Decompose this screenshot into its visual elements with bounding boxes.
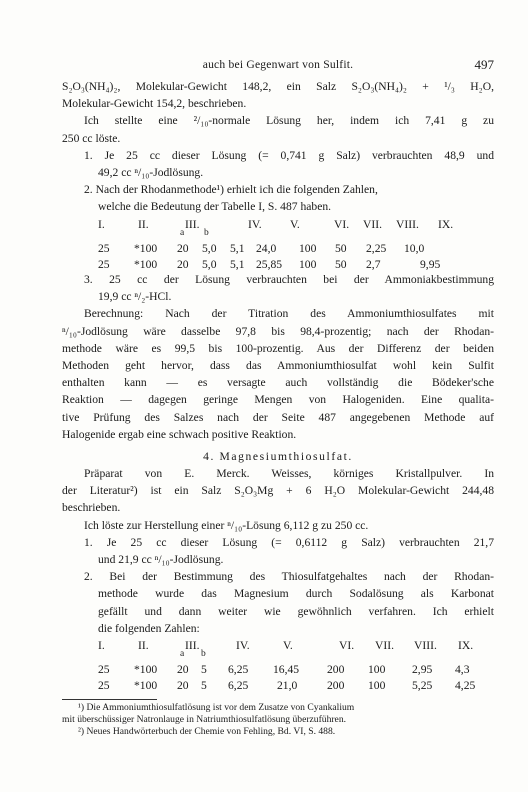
table-cell: 5,1: [230, 242, 245, 255]
text-line: 49,2 cc ⁿ/₁₀-Jodlösung.: [98, 165, 204, 179]
table-cell: *100: [134, 663, 158, 677]
text-line: Methoden geht hervor, dass das Ammoniumthiosulfat wohl kein Sulfit: [62, 358, 494, 372]
table-cell: 2,95: [412, 663, 433, 677]
table-cell: 25: [98, 678, 110, 692]
page-number: 497: [474, 57, 494, 72]
text-line: 1. Je 25 cc dieser Lösung (= 0,741 g Salz) verbrauchten 48,9 und: [84, 148, 494, 162]
table-cell: 10,0: [404, 242, 425, 255]
text-line: Halogenide ergab eine schwach positive Reaktion.: [62, 427, 297, 441]
table-cell: 20: [177, 663, 189, 677]
table-header: VIII.: [396, 217, 419, 231]
table-cell: 16,45: [273, 663, 300, 677]
table-header: IV.: [236, 638, 250, 652]
text-line: S₂O₃(NH₄)₂, Molekular-Gewicht 148,2, ein Salz S₂O₃(NH₄)₂ + ¹/₃ H₂O,: [62, 80, 494, 93]
table-header: V.: [290, 217, 300, 231]
text-line: enthalten kann — es versagte auch vollständig die Bödeker'sche: [62, 376, 494, 390]
table-cell: 200: [327, 663, 345, 677]
text-line: 3. 25 cc der Lösung verbrauchten bei der Ammoniakbestimmung: [84, 273, 494, 286]
table-header: I.: [98, 217, 105, 231]
text-line: die folgenden Zahlen:: [98, 621, 200, 635]
table-cell: 2,25: [366, 242, 387, 255]
table-cell: 21,0: [277, 678, 298, 692]
text-line: Reaktion — dagegen geringe Mengen von Halogeniden. Eine qualita-: [62, 393, 494, 407]
page-header: [62, 56, 494, 72]
table-header-row: [98, 637, 494, 653]
table-cell: 5: [201, 678, 207, 692]
text-line: 250 cc löste.: [62, 131, 121, 145]
table-cell: 24,0: [256, 242, 277, 255]
text-line: tive Prüfung des Salzes nach der Seite 487 angegebenen Methode auf: [62, 410, 494, 424]
table-row: [98, 240, 494, 256]
paragraph-intro: [62, 78, 494, 112]
table-subheader: b: [204, 228, 209, 238]
table-header: III.: [185, 217, 200, 231]
table-cell: 50: [335, 242, 347, 255]
table-cell: *100: [134, 257, 158, 271]
footnote-line: ²) Neues Handwörterbuch der Chemie von Fehling, Bd. VI, S. 488.: [78, 726, 336, 738]
table-cell: 25: [98, 257, 110, 271]
table-cell: 100: [368, 678, 386, 692]
table-subheader: b: [201, 649, 206, 660]
list-item-4: [62, 534, 494, 568]
table-cell: 9,95: [420, 257, 441, 271]
paragraph-preparation: [62, 465, 494, 517]
table-cell: 20: [177, 257, 189, 271]
table-cell: 5,0: [202, 242, 217, 255]
table-cell: 25,85: [256, 257, 283, 271]
table-row: [98, 661, 494, 677]
table-header: VIII.: [414, 638, 437, 652]
table-cell: 25: [98, 663, 110, 677]
table-cell: 5: [201, 663, 207, 677]
table-subheader: a: [180, 228, 185, 238]
text-line: beschrieben.: [62, 501, 121, 515]
table-cell: 20: [177, 678, 189, 692]
table-cell: 200: [327, 678, 345, 692]
table-cell: 5,1: [230, 257, 245, 271]
table-cell: 5,0: [202, 257, 217, 271]
table-header: III.: [185, 638, 200, 652]
table-cell: *100: [134, 678, 158, 692]
table-header: IX.: [458, 638, 474, 652]
text-line: 2. Nach der Rhodanmethode¹) erhielt ich die folgenden Zahlen,: [84, 183, 378, 197]
table-subheader-row: [98, 649, 494, 661]
footnote-rule: [62, 699, 157, 700]
footnote-line: ¹) Die Ammoniumthiosulfatlösung ist vor dem Zusatze von Cyankalium: [78, 702, 355, 713]
table-cell: 4,3: [455, 663, 470, 677]
list-item-1: [62, 147, 494, 181]
footnotes: [62, 702, 494, 739]
text-line: welche die Bedeutung der Tabelle I, S. 487 haben.: [98, 200, 332, 214]
table-row: [98, 677, 494, 693]
table-header: IX.: [438, 217, 454, 231]
table-cell: 100: [368, 663, 386, 677]
text-line: Berechnung: Nach der Titration des Ammoniumthiosulfates mit: [84, 307, 494, 321]
text-line: 1. Je 25 cc dieser Lösung (= 0,6112 g Salz) verbrauchten 21,7: [84, 535, 494, 549]
table-cell: *100: [134, 242, 158, 255]
list-item-3: [62, 271, 494, 305]
footnote-line: mit überschüssiger Natronlauge in Natriumthiosulfatlösung überzuführen.: [62, 714, 347, 726]
table-header: VI.: [339, 638, 355, 652]
table-cell: 6,25: [228, 678, 249, 692]
table-subheader: a: [180, 649, 185, 660]
list-item-2: [62, 181, 494, 215]
paragraph-dissolution: [62, 517, 494, 534]
table-cell: 25: [98, 242, 110, 255]
table-row: [98, 256, 494, 272]
table-cell: 50: [335, 257, 347, 271]
data-table-2: [62, 637, 494, 693]
table-cell: 100: [299, 257, 317, 271]
table-cell: 100: [299, 242, 317, 255]
running-title: auch bei Gegenwart von Sulfit.: [202, 58, 354, 71]
table-header: IV.: [248, 217, 262, 231]
text-line: der Literatur²) ist ein Salz S₂O₃Mg + 6 H₂O Molekular-Gewicht 244,48: [62, 484, 494, 498]
text-line: und 21,9 cc ⁿ/₁₀-Jodlösung.: [98, 553, 224, 566]
text-line: methode wurde das Magnesium durch Sodalösung als Karbonat: [98, 587, 494, 601]
text-line: Präparat von E. Merck. Weisses, körniges Kristallpulver. In: [84, 467, 494, 481]
table-cell: 5,25: [412, 678, 433, 692]
table-cell: 6,25: [228, 663, 249, 677]
text-line: 2. Bei der Bestimmung des Thiosulfatgehaltes nach der Rhodan-: [84, 570, 494, 584]
text-line: Molekular-Gewicht 154,2, beschrieben.: [62, 97, 247, 111]
page-body: [62, 78, 494, 692]
table-cell: 2,7: [366, 257, 381, 271]
text-line: methode wäre es 99,5 bis 100-prozentig. Aus der Differenz der beiden: [62, 341, 494, 355]
list-item-5: [62, 568, 494, 637]
text-line: ⁿ/₁₀-Jodlösung wäre dasselbe 97,8 bis 98,4-prozentig; nach der Rhodan-: [62, 324, 494, 338]
table-header: II.: [138, 638, 149, 652]
table-header: I.: [98, 638, 105, 652]
table-header: V.: [283, 638, 293, 652]
table-header: VII.: [375, 638, 394, 652]
text-line: Ich löste zur Herstellung einer ⁿ/₁₀-Lösung 6,112 g zu 250 cc.: [84, 518, 369, 532]
text-line: 19,9 cc ⁿ/₂-HCl.: [98, 290, 172, 304]
section-title: 4. Magnesiumthiosulfat.: [203, 449, 353, 463]
paragraph-solution: [62, 112, 494, 146]
text-line: gefällt und dann weiter wie gewöhnlich verfahren. Ich erhielt: [98, 604, 494, 618]
paragraph-calculation: [62, 305, 494, 443]
table-header: VII.: [363, 217, 382, 231]
data-table-1: [62, 216, 494, 272]
table-header: II.: [138, 217, 149, 231]
table-header-row: [98, 216, 494, 232]
text-line: Ich stellte eine ²/₁₀-normale Lösung her, indem ich 7,41 g zu: [84, 114, 494, 128]
table-cell: 4,25: [455, 678, 476, 692]
table-header: VI.: [334, 217, 350, 231]
table-subheader-row: [98, 228, 494, 240]
table-cell: 20: [177, 242, 189, 255]
